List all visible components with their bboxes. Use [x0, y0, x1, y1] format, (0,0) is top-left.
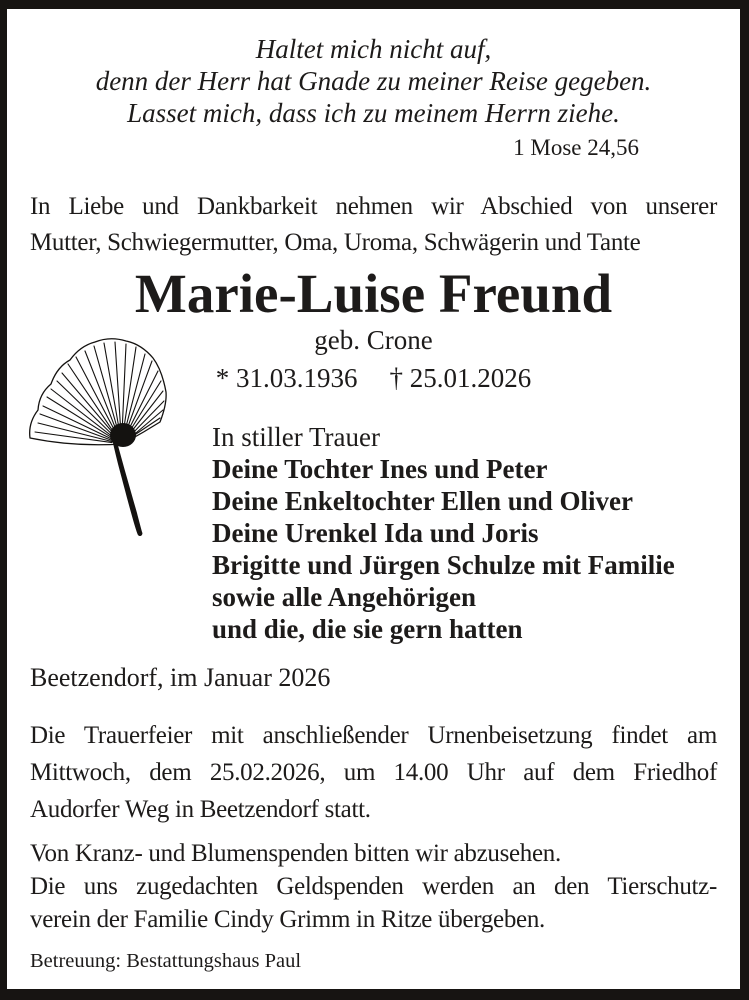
scripture-quote [30, 33, 717, 129]
mourner-line-3: Deine Urenkel Ida und Joris [212, 518, 539, 548]
mourner-line-1: Deine Tochter Ines und Peter [212, 454, 548, 484]
mourner-line-2: Deine Enkeltochter Ellen und Oliver [212, 486, 634, 516]
place-and-date: Beetzendorf, im Januar 2026 [30, 663, 331, 692]
funeral-info [30, 717, 717, 828]
quote-line-2: denn der Herr hat Gnade zu meiner Reise gegeben. [95, 66, 652, 96]
donation-line-1: Von Kranz- und Blumenspenden bitten wir abzusehen. [30, 840, 561, 867]
maiden-name: geb. Crone [314, 325, 433, 355]
intro-paragraph [30, 189, 717, 261]
intro-line-1: In Liebe und Dankbarkeit nehmen wir Abschied von unserer [30, 193, 717, 220]
mourners-list [212, 421, 717, 645]
quote-line-3: Lasset mich, dass ich zu meinem Herrn ziehe. [127, 98, 620, 128]
funeral-line-2: Mittwoch, dem 25.02.2026, um 14.00 Uhr auf dem Friedhof [30, 759, 717, 786]
scripture-reference: 1 Mose 24,56 [513, 135, 639, 160]
funeral-line-3: Audorfer Weg in Beetzendorf statt. [30, 796, 371, 823]
donation-info [30, 837, 717, 936]
mourner-line-5: sowie alle Angehörigen [212, 582, 476, 612]
mourner-line-4: Brigitte und Jürgen Schulze mit Familie [212, 550, 675, 580]
donation-line-2: Die uns zugedachten Geldspenden werden an den Tierschutz- [30, 873, 717, 900]
death-date: † 25.01.2026 [389, 363, 532, 393]
donation-line-3: verein der Familie Cindy Grimm in Ritze übergeben. [30, 906, 545, 933]
funeral-home-line: Betreuung: Bestattungshaus Paul [30, 950, 302, 972]
mourner-line-6: und die, die sie gern hatten [212, 614, 523, 644]
mourners-lead: In stiller Trauer [212, 422, 380, 452]
quote-line-1: Haltet mich nicht auf, [255, 34, 492, 64]
deceased-name: Marie-Luise Freund [134, 263, 613, 324]
birth-date: * 31.03.1936 [215, 363, 358, 393]
funeral-line-1: Die Trauerfeier mit anschließender Urnenbeisetzung findet am [30, 722, 717, 749]
ginkgo-leaf-icon [22, 336, 172, 546]
intro-line-2: Mutter, Schwiegermutter, Oma, Uroma, Schwägerin und Tante [30, 229, 641, 256]
